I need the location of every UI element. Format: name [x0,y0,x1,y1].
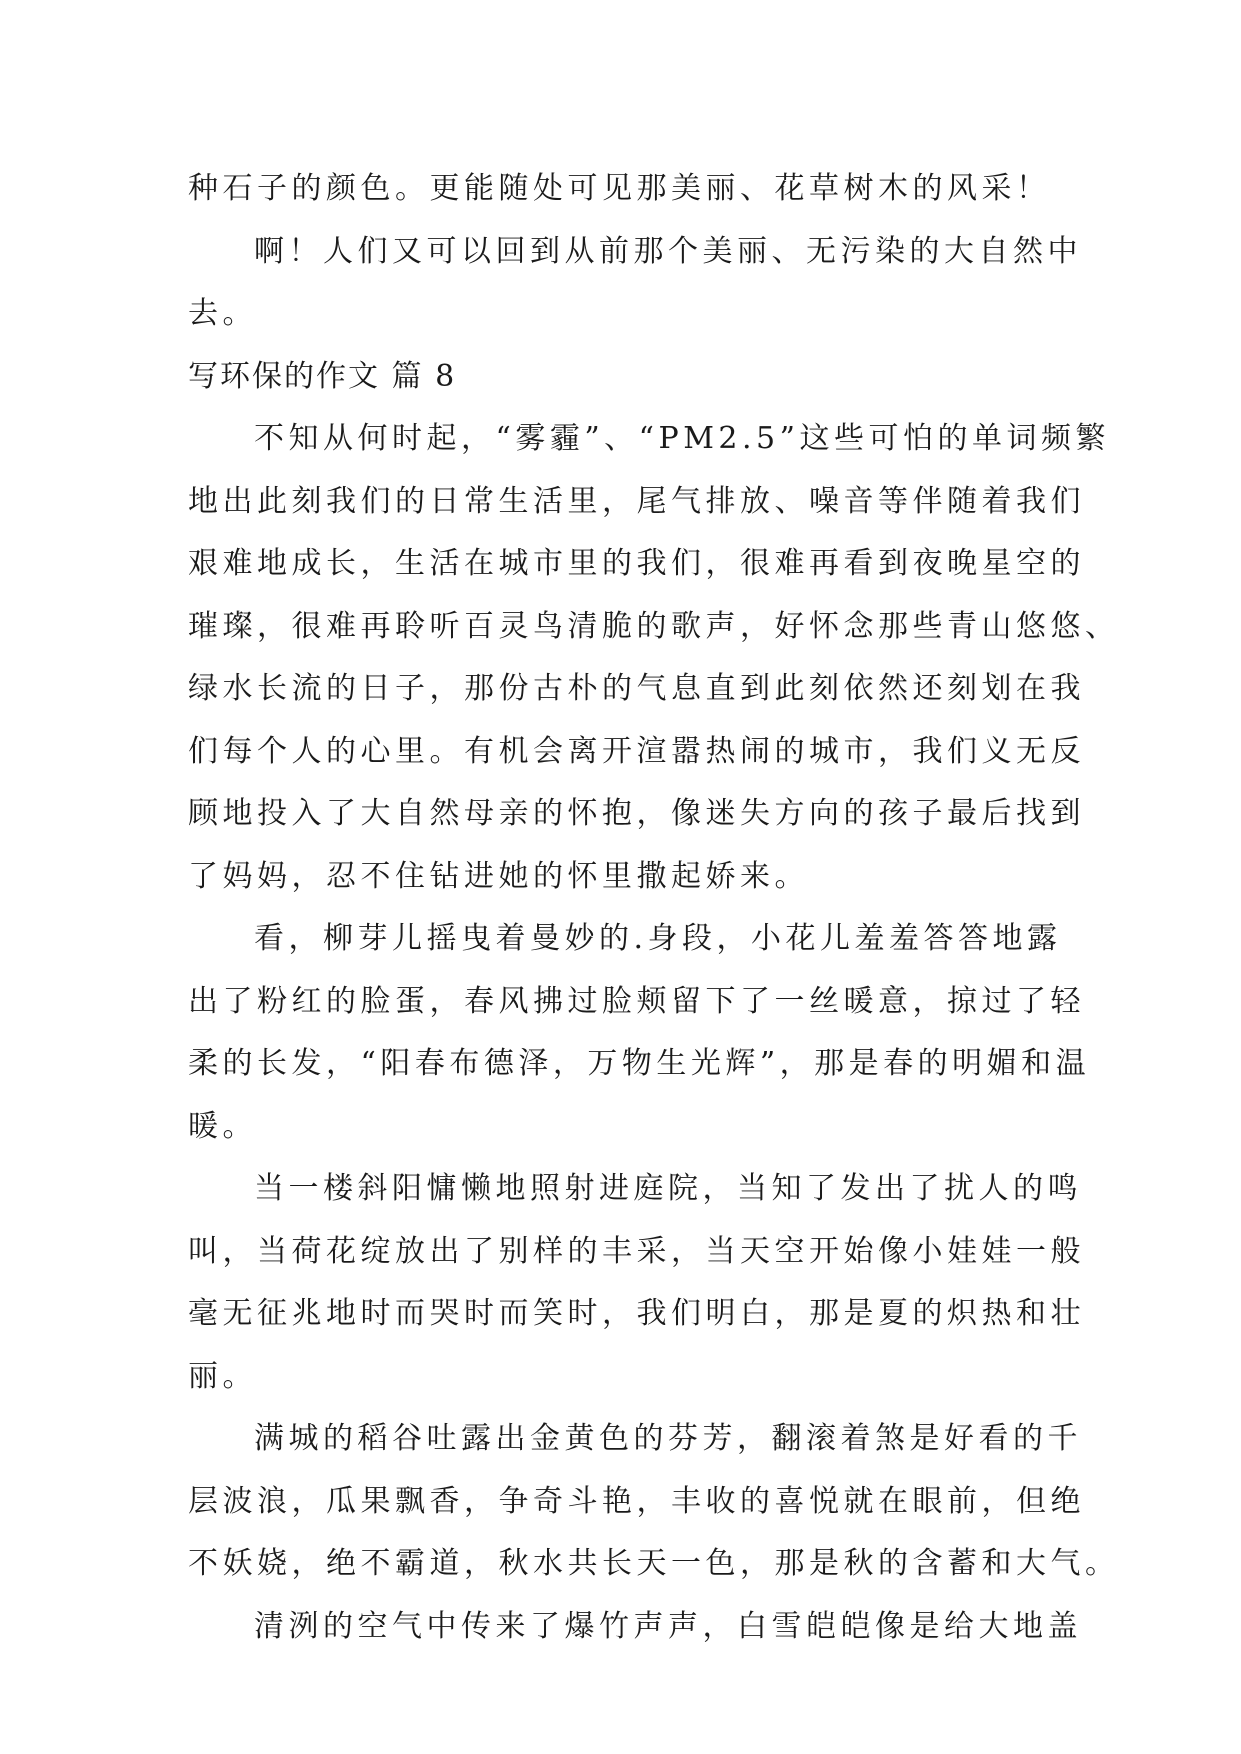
section-heading: 写环保的作文 篇 8 [188,358,457,394]
text-line: 了妈妈，忍不住钻进她的怀里撒起娇来。 [188,858,809,894]
document-body [188,158,1120,1658]
text-line: 当一楼斜阳慵懒地照射进庭院，当知了发出了扰人的鸣 [254,1171,1082,1206]
text-line: 璀璨，很难再聆听百灵鸟清脆的歌声，好怀念那些青山悠悠、 [188,608,1120,644]
text-line: 清洌的空气中传来了爆竹声声，白雪皑皑像是给大地盖 [254,1608,1082,1644]
text-line: 种石子的颜色。更能随处可见那美丽、花草树木的风采！ [188,171,1051,206]
text-line: 看，柳芽儿摇曳着曼妙的.身段，小花儿羞羞答答地露 [254,921,1062,956]
text-line: 地出此刻我们的日常生活里，尾气排放、噪音等伴随着我们 [188,483,1085,519]
text-line: 柔的长发，“阳春布德泽，万物生光辉”，那是春的明媚和温 [188,1046,1091,1081]
text-line: 艰难地成长，生活在城市里的我们，很难再看到夜晚星空的 [188,546,1085,581]
text-line: 暖。 [188,1108,257,1144]
text-line: 层波浪，瓜果飘香，争奇斗艳，丰收的喜悦就在眼前，但绝 [188,1483,1085,1519]
text-line: 们每个人的心里。有机会离开渲嚣热闹的城市，我们义无反 [188,733,1085,769]
text-line: 不知从何时起，“雾霾”、“PM2.5”这些可怕的单词频繁 [254,421,1110,456]
text-line: 去。 [188,296,257,331]
text-line: 毫无征兆地时而哭时而笑时，我们明白，那是夏的炽热和壮 [188,1296,1085,1331]
text-line: 顾地投入了大自然母亲的怀抱，像迷失方向的孩子最后找到 [188,796,1085,831]
text-line: 啊！人们又可以回到从前那个美丽、无污染的大自然中 [254,233,1082,269]
text-line: 丽。 [188,1358,257,1394]
text-line: 满城的稻谷吐露出金黄色的芬芳，翻滚着煞是好看的千 [254,1421,1082,1456]
text-line: 出了粉红的脸蛋，春风拂过脸颊留下了一丝暖意，掠过了轻 [188,983,1085,1019]
text-line: 绿水长流的日子，那份古朴的气息直到此刻依然还刻划在我 [188,671,1085,706]
text-line: 叫，当荷花绽放出了别样的丰采，当天空开始像小娃娃一般 [188,1233,1085,1269]
text-line: 不妖娆，绝不霸道，秋水共长天一色，那是秋的含蓄和大气。 [188,1546,1120,1581]
